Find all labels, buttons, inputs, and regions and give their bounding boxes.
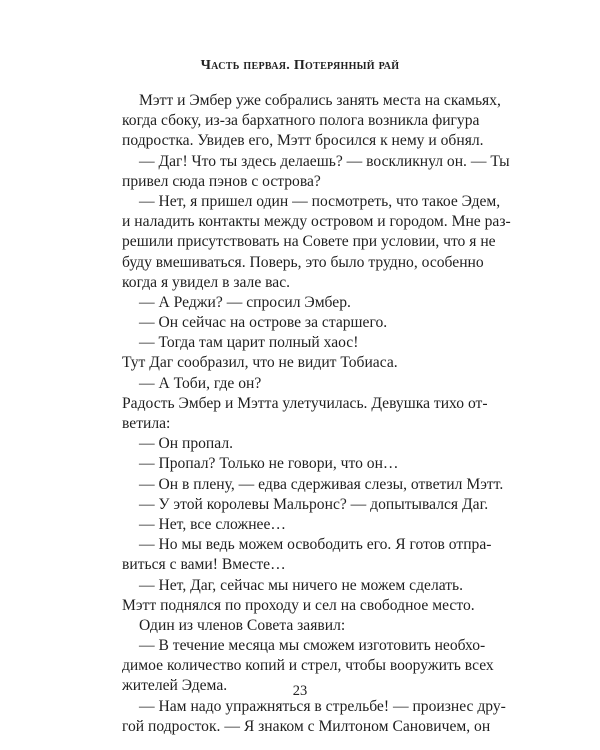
- text-line: димое количество копий и стрел, чтобы вооружить всех: [122, 657, 494, 675]
- text-line: и наладить контакты между островом и городом. Мне раз-: [122, 213, 511, 231]
- text-line: — Он в плену, — едва сдерживая слезы, ответил Мэтт.: [139, 475, 504, 493]
- page-number: 23: [292, 683, 308, 699]
- body-text: [122, 91, 511, 737]
- text-line: виться с вами! Вместе…: [122, 556, 286, 574]
- text-line: буду вмешиваться. Поверь, это было трудно, особенно: [122, 253, 484, 271]
- text-line: — Пропал? Только не говори, что он…: [139, 455, 399, 473]
- text-line: — Но мы ведь можем освободить его. Я готов отпра-: [139, 536, 492, 554]
- text-line: — А Тоби, где он?: [139, 374, 262, 392]
- text-line: — А Реджи? — спросил Эмбер.: [139, 293, 351, 311]
- text-line: — Нет, все сложнее…: [139, 515, 286, 533]
- text-line: Мэтт и Эмбер уже собрались занять места на скамьях,: [139, 92, 501, 109]
- running-header: Часть первая. Потерянный рай: [200, 58, 400, 73]
- text-line: — Даг! Что ты здесь делаешь? — воскликнул он. — Ты: [139, 152, 510, 170]
- text-line: — Тогда там царит полный хаос!: [139, 334, 359, 352]
- text-line: когда я увидел в зале вас.: [122, 273, 291, 291]
- text-line: — Он пропал.: [139, 435, 234, 453]
- text-line: — В течение месяца мы сможем изготовить необхо-: [139, 637, 486, 655]
- text-line: решили присутствовать на Совете при условии, что я не: [122, 233, 496, 251]
- text-line: — У этой королевы Мальронс? — допытывался Даг.: [139, 495, 489, 513]
- text-line: подростка. Увидев его, Мэтт бросился к нему и обнял.: [122, 132, 484, 150]
- text-line: привел сюда пэнов с острова?: [122, 172, 321, 190]
- text-line: ветила:: [122, 415, 171, 432]
- text-line: — Нам надо упражняться в стрельбе! — произнес дру-: [139, 697, 506, 715]
- text-line: — Нет, Даг, сейчас мы ничего не можем сделать.: [139, 576, 464, 594]
- text-line: Один из членов Совета заявил:: [139, 616, 346, 634]
- text-line: Радость Эмбер и Мэтта улетучилась. Девушка тихо от-: [122, 394, 488, 412]
- text-line: когда сбоку, из-за бархатного полога возникла фигура: [122, 112, 480, 130]
- text-line: Мэтт поднялся по проходу и сел на свободное место.: [122, 596, 475, 614]
- text-line: — Нет, я пришел один — посмотреть, что такое Эдем,: [139, 192, 501, 210]
- text-line: Тут Даг сообразил, что не видит Тобиаса.: [122, 354, 398, 372]
- text-line: гой подросток. — Я знаком с Милтоном Сановичем, он: [122, 717, 491, 735]
- text-line: жителей Эдема.: [122, 677, 228, 695]
- text-line: — Он сейчас на острове за старшего.: [139, 314, 388, 332]
